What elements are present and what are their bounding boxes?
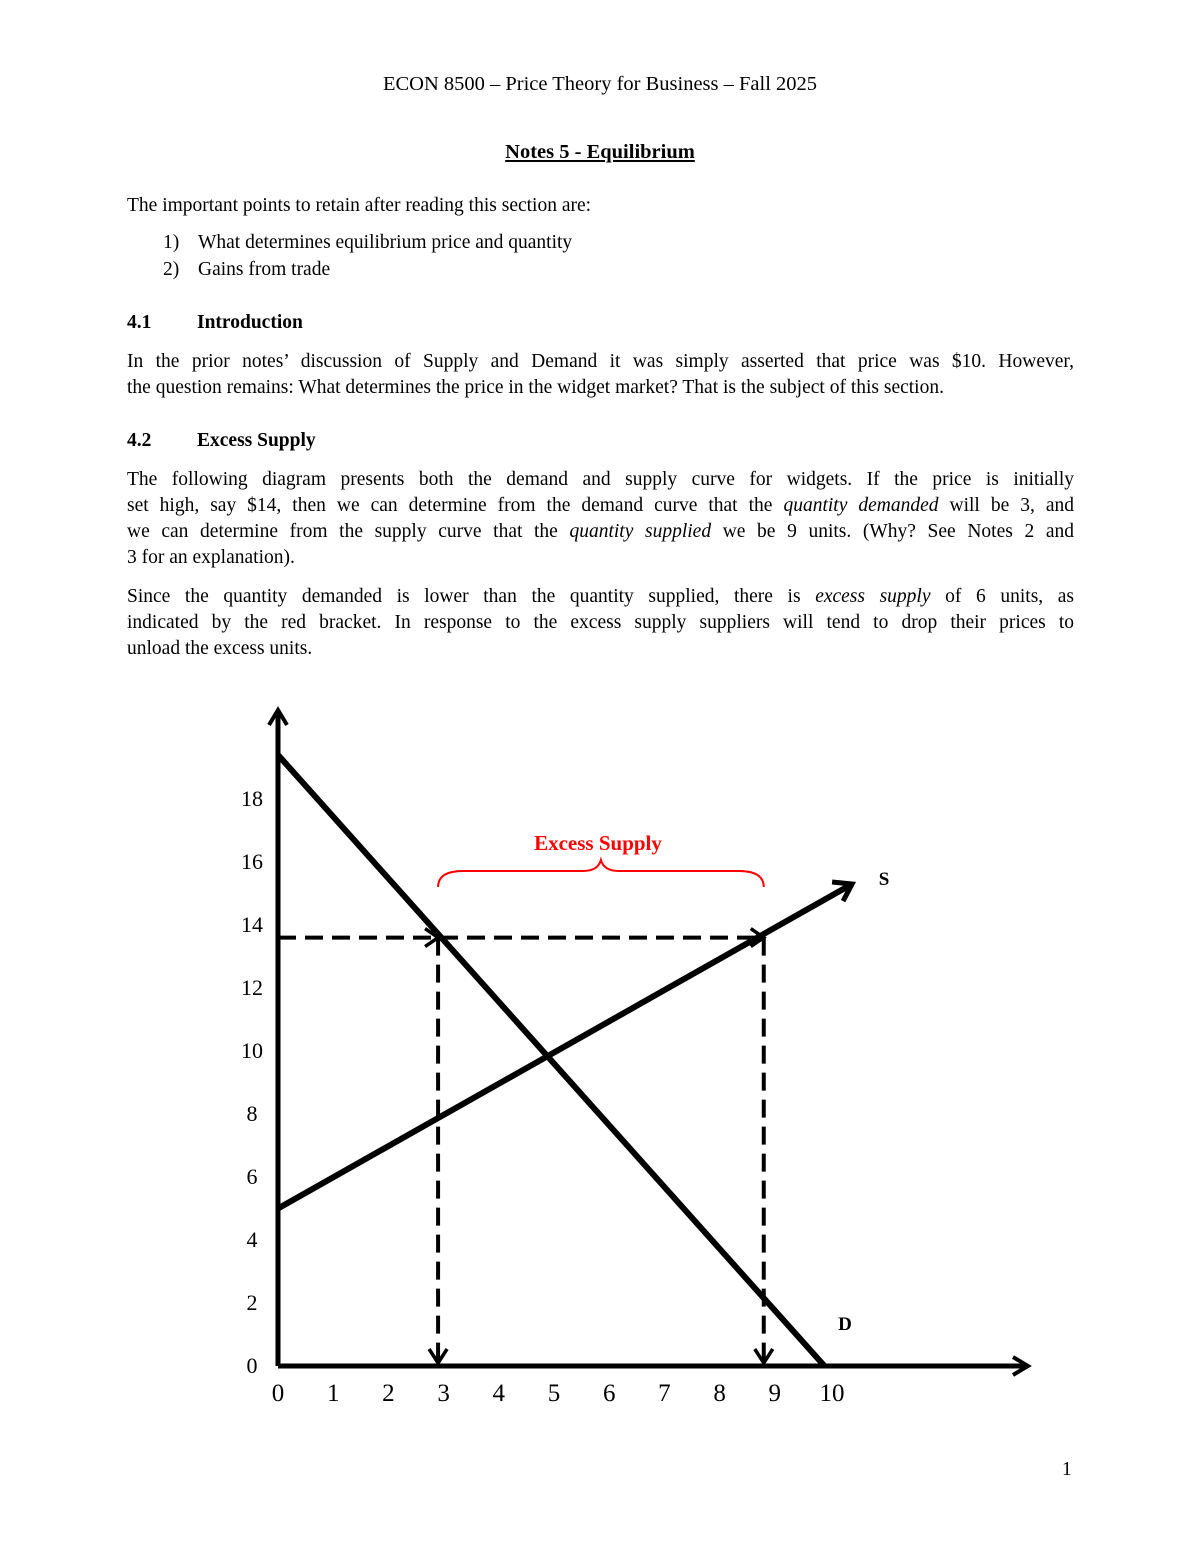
y-tick-label: 0 xyxy=(246,1353,258,1378)
x-tick-label: 6 xyxy=(602,1380,616,1407)
text: set high, say $14, then we can determine from the demand curve that the xyxy=(127,495,773,516)
paragraph-line: unload the excess units. xyxy=(127,638,313,659)
y-tick-label: 12 xyxy=(241,975,263,1000)
list-number: 2) xyxy=(163,259,180,280)
intro-text: The important points to retain after reading this section are: xyxy=(127,195,592,216)
text: we can determine from the supply curve that the xyxy=(127,521,558,542)
text: we be 9 units. (Why? See Notes 2 and xyxy=(722,521,1074,542)
x-tick-label: 9 xyxy=(768,1380,782,1407)
paragraph-line: the question remains: What determines the price in the widget market? That is the subject of this section. xyxy=(127,377,944,398)
x-tick-label: 5 xyxy=(547,1380,561,1407)
page-title: Notes 5 - Equilibrium xyxy=(505,141,695,163)
y-tick-label: 8 xyxy=(246,1101,258,1126)
page-number: 1 xyxy=(1062,1459,1072,1480)
emphasis: quantity demanded xyxy=(783,495,939,516)
text: of 6 units, as xyxy=(945,586,1075,607)
paragraph-line: indicated by the red bracket. In response to the excess supply suppliers will tend to drop their prices to xyxy=(127,612,1074,633)
y-tick-label: 16 xyxy=(241,849,263,874)
list-number: 1) xyxy=(163,232,180,253)
x-tick-label: 7 xyxy=(658,1380,671,1407)
x-tick-label: 4 xyxy=(492,1380,506,1407)
supply-label: S xyxy=(878,869,890,890)
excess-supply-bracket xyxy=(438,860,764,887)
section-heading: Introduction xyxy=(197,312,303,333)
x-tick-label: 1 xyxy=(326,1380,340,1407)
section-number: 4.1 xyxy=(127,312,152,333)
text: will be 3, and xyxy=(949,495,1074,516)
emphasis: excess supply xyxy=(815,586,931,607)
y-tick-label: 6 xyxy=(246,1164,258,1189)
list-text: What determines equilibrium price and quantity xyxy=(198,232,573,253)
y-tick-label: 14 xyxy=(241,912,263,937)
paragraph-line: 3 for an explanation). xyxy=(127,547,295,568)
section-heading: Excess Supply xyxy=(197,430,316,451)
section-number: 4.2 xyxy=(127,430,152,451)
x-tick-label: 2 xyxy=(382,1380,395,1407)
x-tick-label: 8 xyxy=(713,1380,726,1407)
y-tick-label: 10 xyxy=(241,1038,263,1063)
supply-curve xyxy=(278,884,852,1208)
emphasis: quantity supplied xyxy=(569,521,712,542)
y-tick-label: 2 xyxy=(246,1290,258,1315)
paragraph-line: The following diagram presents both the demand and supply curve for widgets. If the price is initially xyxy=(127,469,1074,490)
y-tick-label: 4 xyxy=(246,1227,258,1252)
excess-supply-label: Excess Supply xyxy=(534,831,662,855)
text: Since the quantity demanded is lower than the quantity supplied, there is xyxy=(127,586,801,607)
y-tick-label: 18 xyxy=(241,786,263,811)
x-tick-label: 10 xyxy=(819,1380,845,1407)
demand-label: D xyxy=(838,1314,852,1335)
course-header: ECON 8500 – Price Theory for Business – Fall 2025 xyxy=(382,73,818,95)
paragraph-line: In the prior notes’ discussion of Supply and Demand it was simply asserted that price was $10. However, xyxy=(127,351,1074,372)
list-text: Gains from trade xyxy=(198,259,331,280)
x-tick-label: 3 xyxy=(437,1380,450,1407)
x-tick-label: 0 xyxy=(271,1380,285,1407)
